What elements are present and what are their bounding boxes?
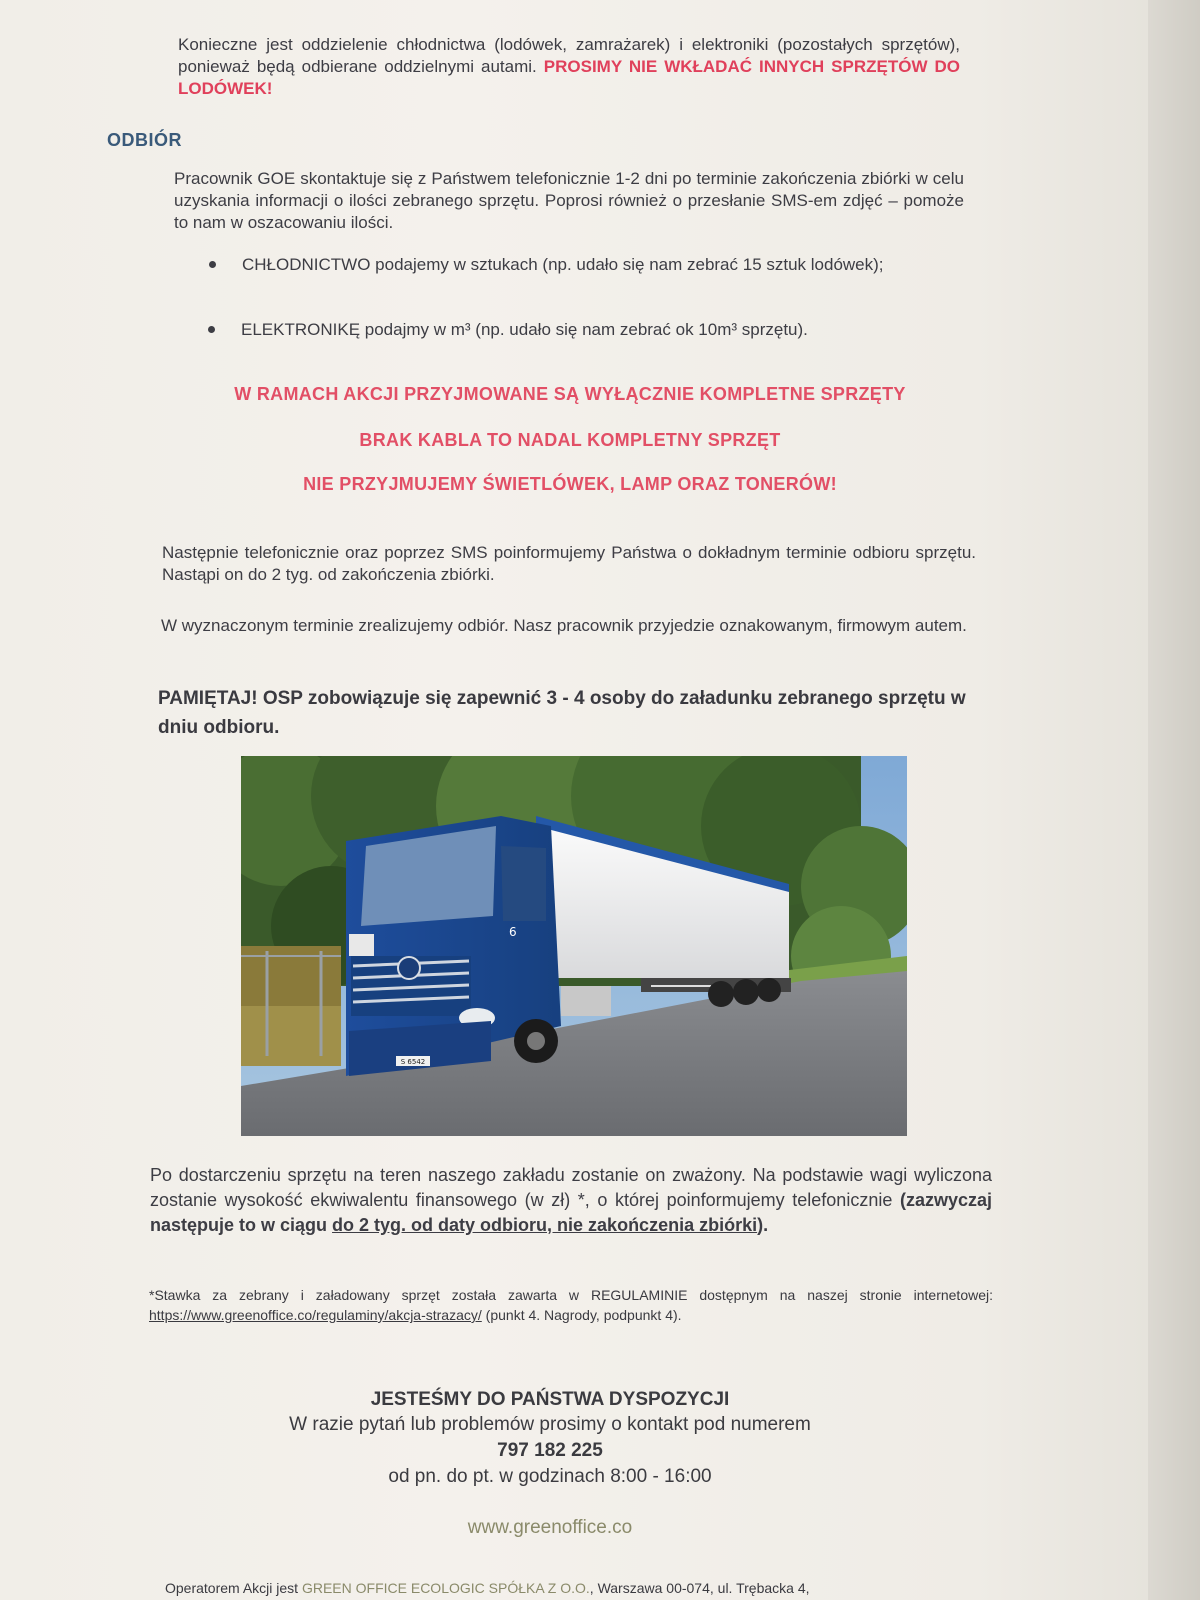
pickup-paragraph: Pracownik GOE skontaktuje się z Państwem telefonicznie 1-2 dni po terminie zakończenia zbiórki w celu uzyskania informacji o ilości zebranego sprzętu. Poprosi również o przesłanie SMS-em zdjęć – pomoże to nam w oszacowaniu ilości. (174, 169, 964, 232)
license-plate: S 6542 (400, 1058, 426, 1066)
warning-cable: BRAK KABLA TO NADAL KOMPLETNY SPRZĘT (359, 430, 781, 450)
contact-heading: JESTEŚMY DO PAŃSTWA DYSPOZYCJI (370, 1389, 730, 1410)
footnote-after: (punkt 4. Nagrody, podpunkt 4). (485, 1307, 682, 1323)
operator-address: , Warszawa 00-074, ul. Trębacka 4, (589, 1580, 810, 1596)
weighing-underline: do 2 tyg. od daty odbioru, nie zakończenia zbiórki (332, 1215, 758, 1235)
weighing-text: Po dostarczeniu sprzętu na teren naszego zakładu zostanie on zważony. Na podstawie wagi wyliczona zostanie wysokość ekwiwalentu finansowego (w zł) *, o której poinformujemy telefonicznie (150, 1165, 992, 1210)
cab-door-number: 6 (509, 925, 517, 939)
contact-hours: od pn. do pt. w godzinach 8:00 - 16:00 (388, 1466, 712, 1487)
bullet-text-electronics: ELEKTRONIKĘ podajmy w m³ (np. udało się nam zebrać ok 10m³ sprzętu). (241, 320, 808, 339)
section-heading: ODBIÓR (107, 130, 182, 150)
truck-photo (241, 756, 907, 1136)
contact-phone[interactable]: 797 182 225 (497, 1440, 603, 1461)
pickup-vehicle-paragraph: W wyznaczonym terminie zrealizujemy odbiór. Nasz pracownik przyjedzie oznakowanym, firmowym autem. (161, 616, 967, 635)
bullet-text-refrigeration: CHŁODNICTWO podajemy w sztukach (np. udało się nam zebrać 15 sztuk lodówek); (242, 255, 884, 274)
warning-complete-only: W RAMACH AKCJI PRZYJMOWANE SĄ WYŁĄCZNIE KOMPLETNE SPRZĘTY (234, 384, 906, 404)
schedule-paragraph: Następnie telefonicznie oraz poprzez SMS poinformujemy Państwa o dokładnym terminie odbioru sprzętu. Nastąpi on do 2 tyg. od zakończenia zbiórki. (162, 543, 976, 584)
operator-prefix: Operatorem Akcji jest (165, 1580, 299, 1596)
bullet-dot-icon (208, 326, 215, 333)
page-edge (1148, 0, 1200, 1600)
bullet-dot-icon (209, 261, 216, 268)
reminder-text: PAMIĘTAJ! OSP zobowiązuje się zapewnić 3 - 4 osoby do załadunku zebranego sprzętu w dniu odbioru. (158, 688, 966, 738)
operator-company: GREEN OFFICE ECOLOGIC SPÓŁKA Z O.O. (301, 1580, 590, 1596)
intro-text: Konieczne jest oddzielenie chłodnictwa (lodówek, zamrażarek) i elektroniki (pozostałych sprzętów), ponieważ będą odbierane oddzielnymi autami. (178, 35, 960, 76)
website-link[interactable]: www.greenoffice.co (467, 1517, 633, 1538)
bullet-item (241, 318, 941, 341)
contact-line: W razie pytań lub problemów prosimy o kontakt pod numerem (289, 1414, 811, 1435)
truck-illustration (241, 756, 907, 1136)
bullet-item (242, 253, 902, 276)
weighing-bold-end: ). (757, 1215, 769, 1235)
weighing-paragraph (150, 1163, 992, 1238)
footnote-text: *Stawka za zebrany i załadowany sprzęt została zawarta w REGULAMINIE dostępnym na naszej stronie internetowej: (149, 1287, 993, 1303)
operator-line (165, 1580, 1065, 1596)
intro-warning: PROSIMY NIE WKŁADAĆ INNYCH SPRZĘTÓW DO LODÓWEK! (178, 57, 960, 98)
regulations-link[interactable]: https://www.greenoffice.co/regulaminy/akcja-strazacy/ (149, 1307, 482, 1323)
footnote (149, 1285, 993, 1325)
weighing-bold-start: (zazwyczaj następuje to w ciągu (150, 1190, 992, 1235)
warning-no-lamps: NIE PRZYJMUJEMY ŚWIETLÓWEK, LAMP ORAZ TONERÓW! (303, 474, 837, 494)
intro-paragraph (178, 34, 960, 100)
